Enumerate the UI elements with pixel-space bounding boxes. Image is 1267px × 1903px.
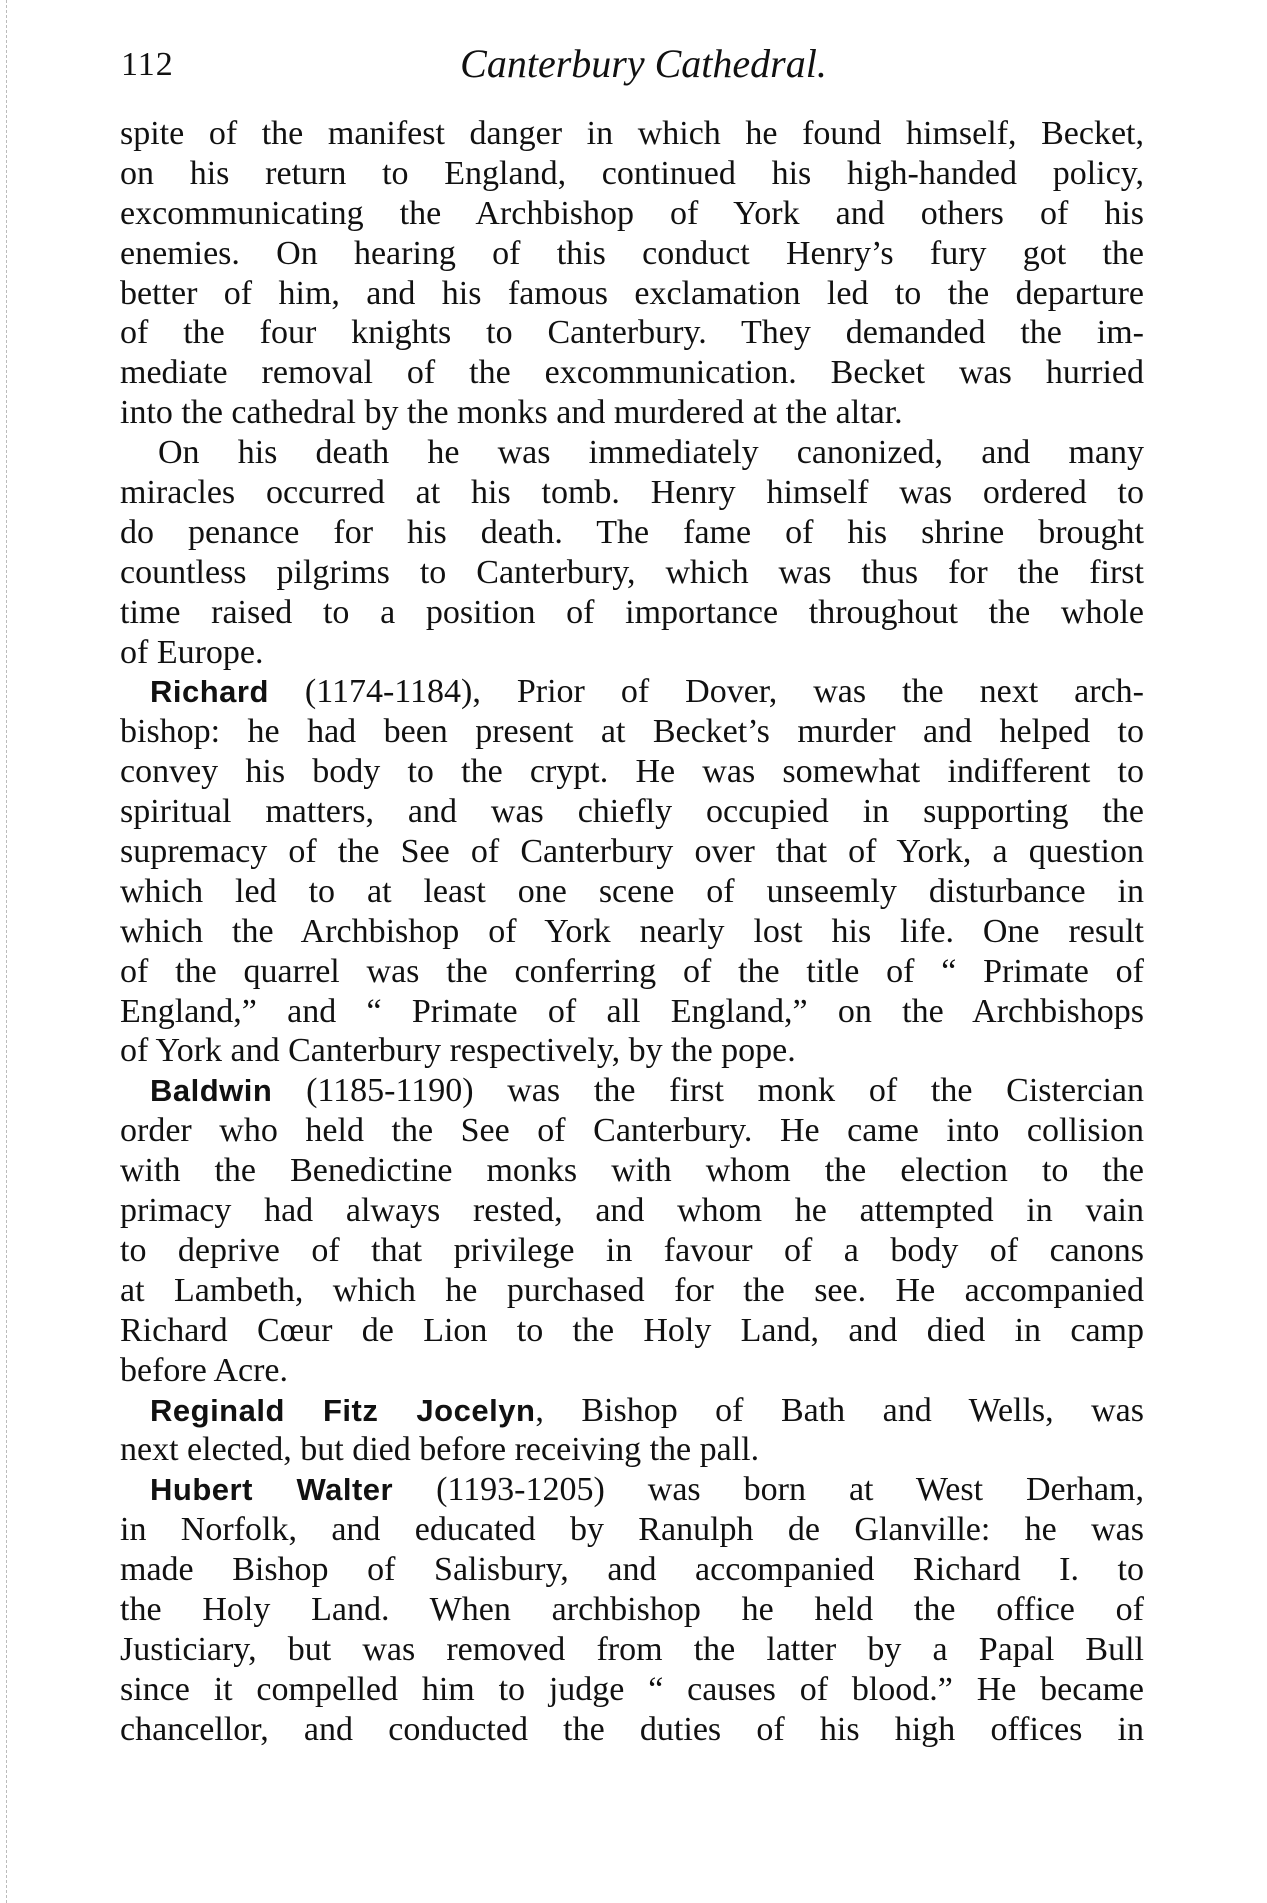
line-text: of the four knights to Canterbury. They demanded the im- bbox=[120, 314, 1144, 352]
line-text: with the Benedictine monks with whom the election to the bbox=[120, 1152, 1144, 1190]
paragraph bbox=[120, 672, 1144, 1071]
line-text: since it compelled him to judge “ causes of blood.” He became bbox=[120, 1670, 1144, 1708]
line-text: bishop: he had been present at Becket’s murder and helped to bbox=[120, 713, 1144, 751]
line-text: time raised to a position of importance throughout the whole bbox=[120, 593, 1144, 631]
line-text: better of him, and his famous exclamation led to the departure bbox=[120, 274, 1144, 312]
line-text: miracles occurred at his tomb. Henry himself was ordered to bbox=[120, 474, 1144, 512]
body-text bbox=[120, 114, 1144, 1750]
text-line bbox=[120, 832, 1144, 872]
text-line bbox=[120, 1351, 1144, 1391]
line-text: on his return to England, continued his high-handed policy, bbox=[120, 154, 1144, 192]
text-line bbox=[120, 1391, 1144, 1431]
text-line bbox=[120, 234, 1144, 274]
text-line bbox=[120, 553, 1144, 593]
line-text: spiritual matters, and was chiefly occupied in supporting the bbox=[120, 793, 1144, 831]
line-text: enemies. On hearing of this conduct Henry’s fury got the bbox=[120, 234, 1144, 272]
paragraph bbox=[120, 1391, 1144, 1471]
archbishop-name: Reginald Fitz Jocelyn bbox=[150, 1392, 536, 1428]
line-text: of Europe. bbox=[120, 633, 264, 671]
line-text: (1193-1205) was born at West Derham, bbox=[393, 1471, 1145, 1509]
line-text: do penance for his death. The fame of his shrine brought bbox=[120, 513, 1144, 551]
paragraph bbox=[120, 1071, 1144, 1390]
text-line bbox=[120, 473, 1144, 513]
line-text: before Acre. bbox=[120, 1351, 289, 1389]
text-line bbox=[120, 1271, 1144, 1311]
archbishop-name: Richard bbox=[150, 674, 269, 710]
text-line bbox=[120, 672, 1144, 712]
text-line bbox=[120, 1031, 1144, 1071]
text-line bbox=[120, 1630, 1144, 1670]
text-line bbox=[120, 752, 1144, 792]
line-text: chancellor, and conducted the duties of his high offices in bbox=[120, 1710, 1144, 1748]
line-text: spite of the manifest danger in which he found himself, Becket, bbox=[120, 115, 1144, 152]
line-text: into the cathedral by the monks and murdered at the altar. bbox=[120, 394, 903, 432]
line-text: to deprive of that privilege in favour of a body of canons bbox=[120, 1231, 1144, 1269]
scan-edge-line bbox=[6, 0, 7, 1903]
line-text: in Norfolk, and educated by Ranulph de Glanville: he was bbox=[120, 1511, 1144, 1549]
text-line bbox=[120, 274, 1144, 314]
line-text: supremacy of the See of Canterbury over that of York, a question bbox=[120, 833, 1144, 871]
text-line bbox=[120, 1071, 1144, 1111]
text-line bbox=[120, 872, 1144, 912]
line-text: of the quarrel was the conferring of the title of “ Primate of bbox=[120, 952, 1144, 990]
text-line bbox=[120, 992, 1144, 1032]
paragraph bbox=[120, 114, 1144, 433]
line-text: Justiciary, but was removed from the latter by a Papal Bull bbox=[120, 1630, 1144, 1668]
line-text: England,” and “ Primate of all England,” on the Archbishops bbox=[120, 992, 1144, 1030]
text-line bbox=[120, 194, 1144, 234]
page-number: 112 bbox=[121, 46, 174, 83]
line-text: at Lambeth, which he purchased for the see. He accompanied bbox=[120, 1271, 1144, 1309]
line-text: next elected, but died before receiving the pall. bbox=[120, 1431, 760, 1469]
line-text: countless pilgrims to Canterbury, which was thus for the first bbox=[120, 553, 1144, 591]
text-line bbox=[120, 393, 1144, 433]
text-line bbox=[120, 154, 1144, 194]
text-line bbox=[120, 513, 1144, 553]
line-text: excommunicating the Archbishop of York and others of his bbox=[120, 194, 1144, 232]
archbishop-name: Baldwin bbox=[150, 1073, 273, 1109]
text-line bbox=[120, 433, 1144, 473]
text-line bbox=[120, 1470, 1144, 1510]
text-line bbox=[120, 593, 1144, 633]
text-line bbox=[120, 313, 1144, 353]
line-text: the Holy Land. When archbishop he held the office of bbox=[120, 1590, 1144, 1628]
text-line bbox=[120, 1191, 1144, 1231]
text-line bbox=[120, 1231, 1144, 1271]
text-line bbox=[120, 1670, 1144, 1710]
line-text: which led to at least one scene of unseemly disturbance in bbox=[120, 872, 1144, 910]
text-line bbox=[120, 1710, 1144, 1750]
line-text: made Bishop of Salisbury, and accompanied Richard I. to bbox=[120, 1551, 1144, 1589]
paragraph bbox=[120, 1470, 1144, 1749]
line-text: (1185-1190) was the first monk of the Cistercian bbox=[272, 1072, 1144, 1110]
text-line bbox=[120, 712, 1144, 752]
line-text: primacy had always rested, and whom he attempted in vain bbox=[120, 1192, 1144, 1230]
text-line bbox=[120, 952, 1144, 992]
text-line bbox=[120, 1550, 1144, 1590]
line-text: which the Archbishop of York nearly lost his life. One result bbox=[120, 912, 1144, 950]
line-text: order who held the See of Canterbury. He came into collision bbox=[120, 1112, 1144, 1150]
text-line bbox=[120, 1151, 1144, 1191]
text-line bbox=[120, 912, 1144, 952]
line-text: Richard Cœur de Lion to the Holy Land, and died in camp bbox=[120, 1311, 1144, 1349]
text-line bbox=[120, 1311, 1144, 1351]
text-line bbox=[120, 1510, 1144, 1550]
text-line bbox=[120, 1590, 1144, 1630]
line-text: (1174-1184), Prior of Dover, was the next arch- bbox=[268, 673, 1144, 711]
line-text: of York and Canterbury respectively, by the pope. bbox=[120, 1032, 796, 1070]
text-line bbox=[120, 633, 1144, 673]
text-line bbox=[120, 114, 1144, 154]
line-text: , Bishop of Bath and Wells, was bbox=[535, 1391, 1145, 1429]
text-line bbox=[120, 792, 1144, 832]
text-line bbox=[120, 1430, 1144, 1470]
text-line bbox=[120, 1111, 1144, 1151]
line-text: convey his body to the crypt. He was somewhat indifferent to bbox=[120, 753, 1144, 791]
line-text: mediate removal of the excommunication. Becket was hurried bbox=[120, 354, 1144, 392]
paragraph bbox=[120, 433, 1144, 672]
archbishop-name: Hubert Walter bbox=[150, 1472, 394, 1508]
running-title: Canterbury Cathedral. bbox=[460, 41, 827, 86]
text-line bbox=[120, 353, 1144, 393]
line-text: On his death he was immediately canonized, and many bbox=[158, 434, 1144, 472]
